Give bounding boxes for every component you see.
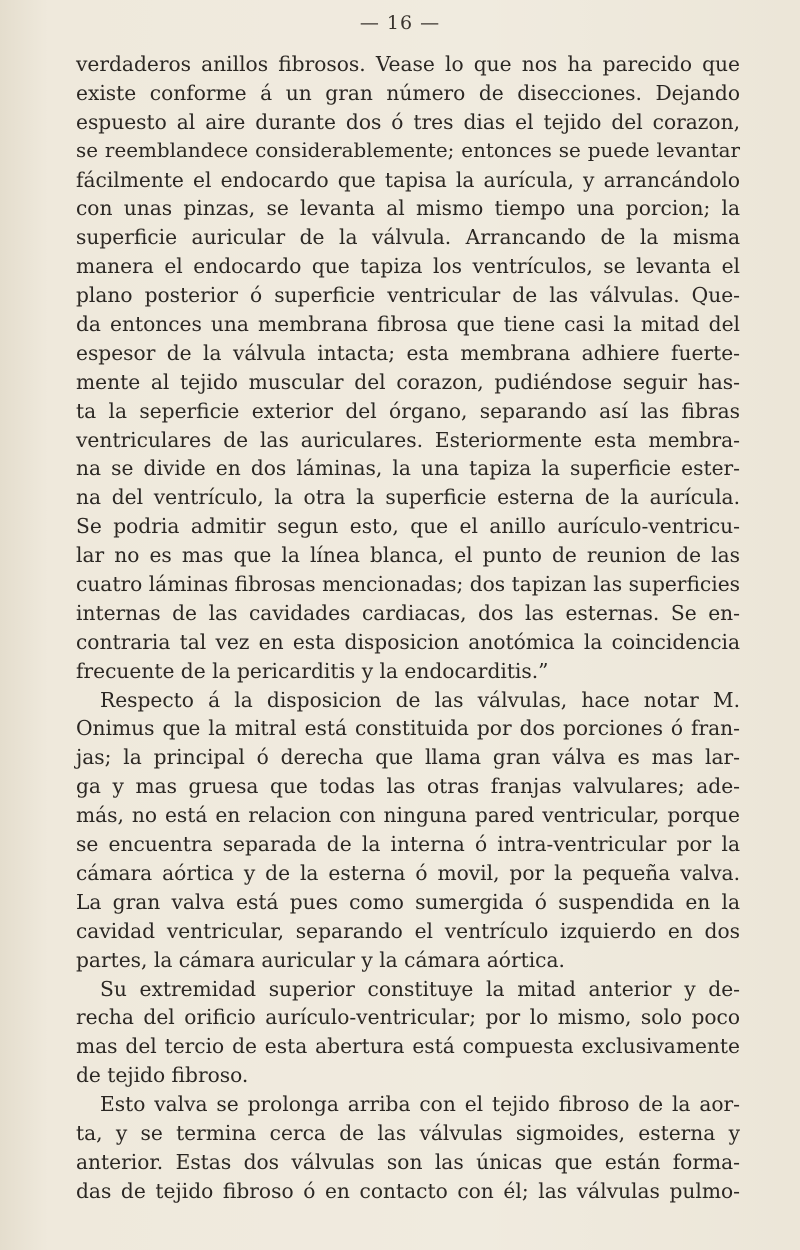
text-line: Se podria admitir segun esto, que el anillo aurículo-ventricu- [76, 514, 740, 539]
text-line: fácilmente el endocardo que tapisa la aurícula, y arrancándolo [76, 167, 740, 192]
text-line: ga y mas gruesa que todas las otras franjas valvulares; ade- [76, 774, 740, 799]
text-line: mente al tejido muscular del corazon, pudiéndose seguir has- [76, 369, 740, 394]
text-line: La gran valva está pues como sumergida ó suspendida en la [76, 889, 740, 914]
text-line: se reemblandece considerablemente; entonces se puede levantar [76, 138, 740, 162]
text-line: plano posterior ó superficie ventricular de las válvulas. Que- [76, 283, 740, 308]
text-line: recha del orificio aurículo-ventricular; por lo mismo, solo poco [76, 1005, 740, 1030]
text-line: superficie auricular de la válvula. Arrancando de la misma [76, 225, 740, 250]
page-number: — 16 — [359, 12, 441, 34]
text-line: da entonces una membrana fibrosa que tiene casi la mitad del [76, 312, 740, 337]
text-line: se encuentra separada de la interna ó intra-ventricular por la [76, 832, 740, 857]
text-line: cavidad ventricular, separando el ventrículo izquierdo en dos [76, 918, 740, 943]
text-line: Su extremidad superior constituye la mitad anterior y de- [100, 976, 740, 1001]
text-line: cuatro láminas fibrosas mencionadas; dos tapizan las superficies [76, 572, 740, 597]
text-line: lar no es mas que la línea blanca, el punto de reunion de las [76, 543, 740, 568]
text-line: frecuente de la pericarditis y la endocarditis.” [76, 658, 549, 683]
text-line: partes, la cámara auricular y la cámara aórtica. [76, 947, 565, 972]
text-line: verdaderos anillos fibrosos. Vease lo que nos ha parecido que [76, 52, 740, 76]
text-line: mas del tercio de esta abertura está compuesta exclusivamente [76, 1034, 740, 1059]
text-line: Esto valva se prolonga arriba con el tejido fibroso de la aor- [100, 1092, 740, 1117]
text-line: cámara aórtica y de la esterna ó movil, por la pequeña valva. [76, 860, 740, 885]
text-line: más, no está en relacion con ninguna pared ventricular, porque [76, 803, 740, 828]
text-line: espesor de la válvula intacta; esta membrana adhiere fuerte- [76, 340, 740, 365]
text-line: Respecto á la disposicion de las válvulas, hace notar M. [100, 687, 740, 712]
text-line: existe conforme á un gran número de disecciones. Dejando [76, 80, 740, 105]
text-line: espuesto al aire durante dos ó tres dias el tejido del corazon, [76, 109, 740, 134]
text-line: anterior. Estas dos válvulas son las únicas que están forma- [76, 1149, 740, 1174]
text-line: manera el endocardo que tapiza los ventrículos, se levanta el [76, 254, 740, 279]
text-line: contraria tal vez en esta disposicion anotómica la coincidencia [76, 629, 740, 654]
text-line: de tejido fibroso. [76, 1063, 249, 1088]
text-line: jas; la principal ó derecha que llama gran válva es mas lar- [76, 745, 740, 770]
text-line: na del ventrículo, la otra la superficie esterna de la aurícula. [76, 485, 740, 510]
text-line: internas de las cavidades cardiacas, dos las esternas. Se en- [76, 600, 740, 625]
text-line: ta la seperficie exterior del órgano, separando así las fibras [76, 398, 740, 423]
text-line: con unas pinzas, se levanta al mismo tiempo una porcion; la [76, 196, 740, 221]
text-line: na se divide en dos láminas, la una tapiza la superficie ester- [76, 456, 740, 481]
text-line: das de tejido fibroso ó en contacto con él; las válvulas pulmo- [76, 1178, 740, 1203]
text-line: ventriculares de las auriculares. Esteriormente esta membra- [76, 427, 740, 452]
text-line: Onimus que la mitral está constituida por dos porciones ó fran- [76, 716, 740, 741]
text-line: ta, y se termina cerca de las válvulas sigmoides, esterna y [76, 1120, 740, 1145]
body-text [76, 50, 740, 1206]
